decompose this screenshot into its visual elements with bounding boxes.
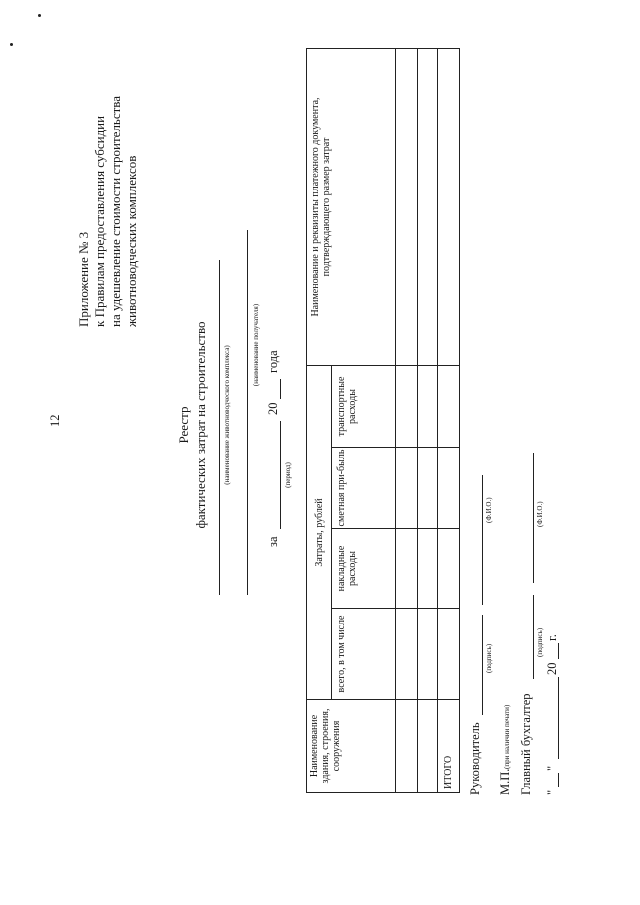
accountant-label: Главный бухгалтер	[519, 693, 533, 795]
date-year-prefix: 20	[545, 662, 559, 675]
period-line	[280, 421, 281, 529]
cell[interactable]	[418, 609, 438, 700]
recipient-name-line	[247, 230, 248, 595]
appendix-line-1: Приложение № 3	[76, 231, 91, 327]
mp-note: (при наличии печати)	[503, 704, 511, 769]
table-row	[418, 49, 438, 793]
year-word: года	[266, 350, 280, 373]
cell[interactable]	[438, 366, 460, 448]
date-quote-close: "	[545, 765, 559, 771]
accountant-signature-line	[533, 595, 534, 679]
cell[interactable]	[438, 49, 460, 366]
cell[interactable]	[396, 700, 418, 793]
accountant-signature-caption: (подпись)	[536, 627, 544, 657]
page-number: 12	[48, 414, 62, 427]
cell[interactable]	[396, 366, 418, 448]
appendix-line-3: на удешевление стоимости строительства	[108, 95, 123, 327]
date-day-line	[558, 773, 559, 787]
cell[interactable]	[418, 49, 438, 366]
table-row	[396, 49, 418, 793]
header-docs: Наименование и реквизиты платежного документа, подтверждающего размер затрат	[307, 49, 396, 366]
head-label: Руководитель	[468, 722, 482, 795]
complex-caption: (наименование животноводческого комплекса)	[223, 345, 231, 485]
doc-subtitle: фактических затрат на строительство	[193, 321, 208, 529]
header-overhead: накладные расходы	[332, 529, 396, 609]
header-transport: транспортные расходы	[332, 366, 396, 448]
header-profit: сметная при-быль	[332, 448, 396, 529]
header-total: всего, в том числе	[332, 609, 396, 700]
head-signature-line	[482, 615, 483, 715]
cell[interactable]	[396, 529, 418, 609]
date-month-line	[558, 677, 559, 759]
year-line	[280, 379, 281, 399]
appendix-line-2: к Правилам предоставления субсидии	[92, 115, 107, 327]
cell[interactable]	[418, 529, 438, 609]
mp-label: М.П.	[498, 768, 512, 795]
date-year-line	[558, 643, 559, 659]
cell[interactable]	[438, 529, 460, 609]
costs-table	[306, 48, 460, 793]
date-quote-open: "	[545, 789, 559, 795]
cell[interactable]	[418, 448, 438, 529]
head-fio-line	[482, 475, 483, 605]
complex-name-line	[219, 260, 220, 595]
table-row-total	[438, 49, 460, 793]
accountant-fio-caption: (Ф.И.О.)	[536, 501, 544, 527]
period-caption: (период)	[284, 462, 292, 488]
total-label: ИТОГО	[438, 700, 460, 793]
head-signature-caption: (подпись)	[485, 643, 493, 673]
accountant-fio-line	[533, 453, 534, 583]
date-suffix: г.	[545, 634, 559, 641]
header-costs-group: Затраты, рублей	[307, 366, 332, 700]
header-name: Наименование здания, строения, сооружения	[307, 700, 396, 793]
za-label: за	[266, 536, 280, 547]
doc-title: Реестр	[176, 406, 191, 444]
year-prefix: 20	[266, 402, 280, 415]
cell[interactable]	[418, 366, 438, 448]
head-fio-caption: (Ф.И.О.)	[485, 497, 493, 523]
appendix-line-4: животноводческих комплексов	[124, 155, 139, 327]
cell[interactable]	[418, 700, 438, 793]
cell[interactable]	[438, 609, 460, 700]
cell[interactable]	[396, 49, 418, 366]
recipient-caption: (наименование получателя)	[252, 303, 260, 387]
cell[interactable]	[396, 609, 418, 700]
cell[interactable]	[396, 448, 418, 529]
cell[interactable]	[438, 448, 460, 529]
